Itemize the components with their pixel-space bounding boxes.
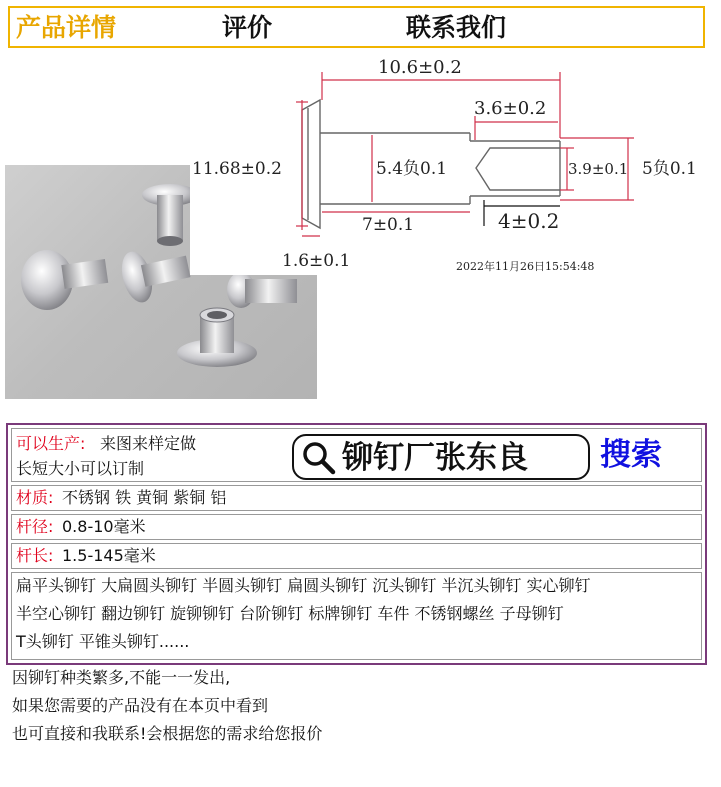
length-label: 杆长: bbox=[16, 546, 54, 565]
dim-head-thickness: 1.6±0.1 bbox=[282, 251, 351, 271]
dim-total-length: 10.6±0.2 bbox=[378, 57, 462, 78]
product-info-table bbox=[6, 423, 707, 665]
dim-hollow-depth: 3.6±0.2 bbox=[474, 98, 547, 119]
dim-tail-length: 4±0.2 bbox=[498, 209, 560, 233]
search-button[interactable]: 搜索 bbox=[600, 437, 662, 473]
production-label: 可以生产: bbox=[16, 434, 86, 453]
production-value-2: 长短大小可以订制 bbox=[16, 459, 145, 478]
note-line-1: 因铆钉种类繁多,不能一一发出, bbox=[12, 668, 231, 687]
material-row bbox=[11, 485, 702, 511]
search-icon bbox=[302, 441, 336, 475]
length-value: 1.5-145毫米 bbox=[62, 546, 156, 565]
drawing-timestamp: 2022年11月26日15:54:48 bbox=[456, 260, 595, 273]
note-line-2: 如果您需要的产品没有在本页中看到 bbox=[12, 696, 269, 715]
production-row bbox=[11, 428, 702, 482]
dim-shank-length: 7±0.1 bbox=[362, 215, 415, 235]
rivet-types-line-1: 扁平头铆钉 大扁圆头铆钉 半圆头铆钉 扁圆头铆钉 沉头铆钉 半沉头铆钉 实心铆钉 bbox=[16, 576, 591, 595]
diameter-label: 杆径: bbox=[16, 517, 54, 536]
search-text: 铆钉厂张东良 bbox=[342, 440, 528, 476]
rivet-types-row bbox=[11, 572, 702, 660]
rivet-dimension-drawing bbox=[190, 50, 702, 275]
diameter-value: 0.8-10毫米 bbox=[62, 517, 146, 536]
dim-bore-diameter: 3.9±0.1 bbox=[568, 160, 629, 178]
tab-contact-us[interactable]: 联系我们 bbox=[406, 13, 507, 42]
material-value: 不锈钢 铁 黄铜 紫铜 铝 bbox=[62, 488, 227, 507]
dim-head-diameter: 11.68±0.2 bbox=[192, 159, 282, 179]
tab-product-details[interactable]: 产品详情 bbox=[16, 13, 117, 42]
dim-outer-diameter: 5负0.1 bbox=[642, 159, 697, 179]
dim-shank-diameter: 5.4负0.1 bbox=[376, 159, 448, 179]
tab-bar bbox=[8, 6, 705, 48]
technical-drawing bbox=[190, 50, 702, 275]
note-line-3: 也可直接和我联系!会根据您的需求给您报价 bbox=[12, 724, 323, 743]
length-row bbox=[11, 543, 702, 569]
search-box[interactable] bbox=[292, 434, 590, 480]
material-label: 材质: bbox=[16, 488, 54, 507]
production-value: 来图来样定做 bbox=[100, 434, 197, 453]
rivet-types-line-3: T头铆钉 平锥头铆钉...... bbox=[16, 632, 190, 651]
rivet-types-line-2: 半空心铆钉 翻边铆钉 旋铆铆钉 台阶铆钉 标牌铆钉 车件 不锈钢螺丝 子母铆钉 bbox=[16, 604, 564, 623]
diameter-row bbox=[11, 514, 702, 540]
tab-reviews[interactable]: 评价 bbox=[222, 13, 273, 42]
